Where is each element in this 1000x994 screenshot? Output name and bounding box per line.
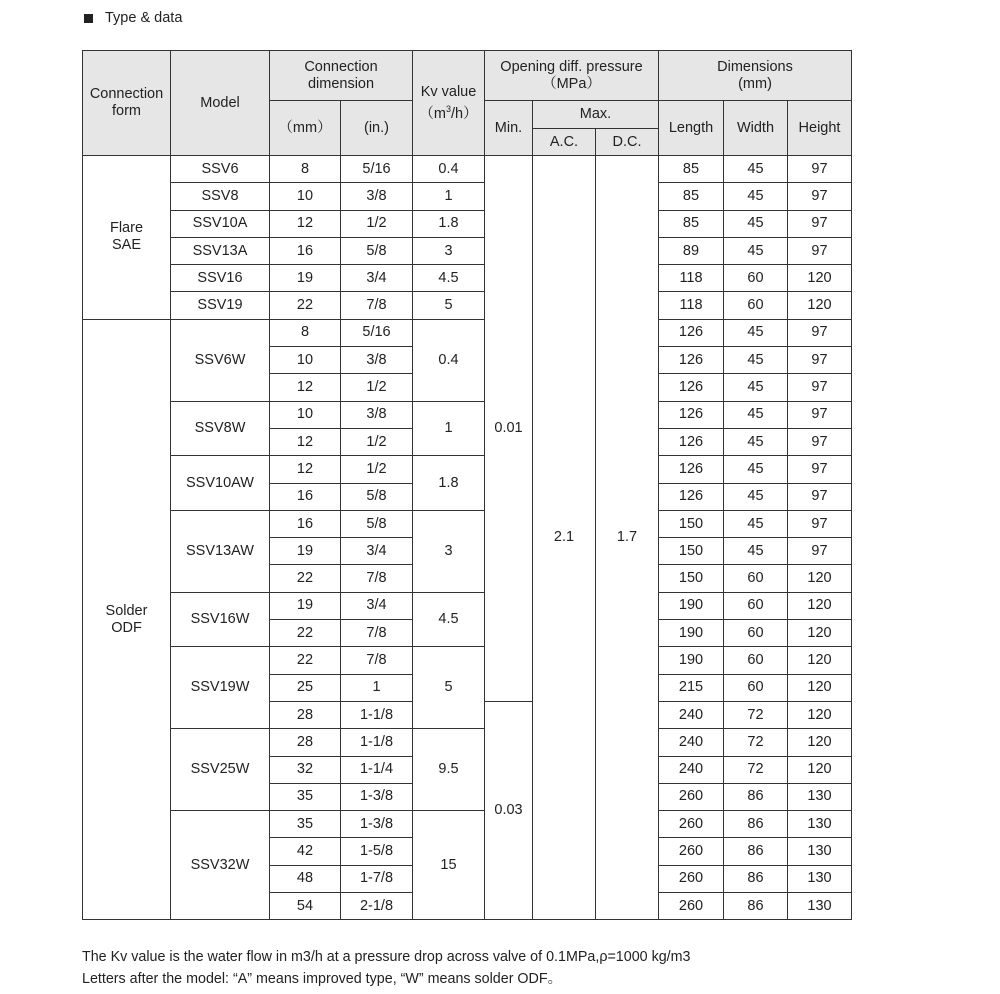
size-mm-cell: 22 bbox=[270, 647, 341, 674]
width-cell: 60 bbox=[724, 265, 788, 292]
length-cell: 126 bbox=[659, 401, 724, 428]
header-dimensions-unit: (mm) bbox=[738, 75, 772, 92]
model-cell: SSV32W bbox=[171, 811, 270, 920]
model-cell: SSV10AW bbox=[171, 456, 270, 511]
size-mm-cell: 32 bbox=[270, 756, 341, 783]
length-cell: 260 bbox=[659, 838, 724, 865]
size-mm-cell: 35 bbox=[270, 783, 341, 810]
size-mm-cell: 10 bbox=[270, 347, 341, 374]
height-cell: 130 bbox=[788, 811, 852, 838]
size-mm-cell: 19 bbox=[270, 538, 341, 565]
height-cell: 97 bbox=[788, 156, 852, 183]
size-mm-cell: 54 bbox=[270, 893, 341, 920]
width-cell: 86 bbox=[724, 783, 788, 810]
size-in-cell: 2-1/8 bbox=[341, 893, 413, 920]
model-cell: SSV13AW bbox=[171, 510, 270, 592]
table-row bbox=[83, 237, 852, 264]
kv-cell: 1.8 bbox=[413, 456, 485, 511]
length-cell: 260 bbox=[659, 783, 724, 810]
header-connection-form: Connection form bbox=[83, 51, 171, 156]
size-in-cell: 3/8 bbox=[341, 347, 413, 374]
header-kv-label: Kv value bbox=[420, 83, 477, 100]
size-in-cell: 5/8 bbox=[341, 510, 413, 537]
length-cell: 85 bbox=[659, 210, 724, 237]
length-cell: 260 bbox=[659, 811, 724, 838]
width-cell: 86 bbox=[724, 838, 788, 865]
height-cell: 130 bbox=[788, 783, 852, 810]
size-in-cell: 5/8 bbox=[341, 483, 413, 510]
max-ac-cell: 2.1 bbox=[533, 156, 596, 920]
header-max: Max. bbox=[533, 101, 659, 129]
length-cell: 118 bbox=[659, 265, 724, 292]
length-cell: 118 bbox=[659, 292, 724, 319]
width-cell: 45 bbox=[724, 319, 788, 346]
height-cell: 120 bbox=[788, 620, 852, 647]
length-cell: 190 bbox=[659, 620, 724, 647]
size-in-cell: 7/8 bbox=[341, 565, 413, 592]
connection-form-cell: Solder ODF bbox=[83, 319, 171, 920]
size-mm-cell: 10 bbox=[270, 183, 341, 210]
table-header bbox=[83, 51, 852, 156]
header-mm: （mm） bbox=[270, 101, 341, 156]
size-in-cell: 3/4 bbox=[341, 592, 413, 619]
model-cell: SSV19W bbox=[171, 647, 270, 729]
square-bullet-icon bbox=[84, 14, 93, 23]
length-cell: 126 bbox=[659, 428, 724, 455]
size-in-cell: 1-7/8 bbox=[341, 865, 413, 892]
size-mm-cell: 48 bbox=[270, 865, 341, 892]
size-in-cell: 1/2 bbox=[341, 210, 413, 237]
size-mm-cell: 19 bbox=[270, 265, 341, 292]
min-pressure-cell: 0.03 bbox=[485, 701, 533, 919]
kv-cell: 1 bbox=[413, 183, 485, 210]
header-connection-dimension: Connection dimension bbox=[270, 51, 413, 101]
kv-unit-sup: 3 bbox=[445, 103, 451, 114]
size-in-cell: 5/16 bbox=[341, 319, 413, 346]
size-in-cell: 3/4 bbox=[341, 265, 413, 292]
width-cell: 86 bbox=[724, 893, 788, 920]
kv-cell: 4.5 bbox=[413, 265, 485, 292]
size-mm-cell: 16 bbox=[270, 237, 341, 264]
width-cell: 86 bbox=[724, 865, 788, 892]
height-cell: 120 bbox=[788, 265, 852, 292]
model-cell: SSV25W bbox=[171, 729, 270, 811]
size-mm-cell: 22 bbox=[270, 620, 341, 647]
width-cell: 45 bbox=[724, 210, 788, 237]
model-cell: SSV16 bbox=[171, 265, 270, 292]
header-in: (in.) bbox=[341, 101, 413, 156]
table-row bbox=[83, 210, 852, 237]
size-in-cell: 3/4 bbox=[341, 538, 413, 565]
height-cell: 120 bbox=[788, 592, 852, 619]
height-cell: 130 bbox=[788, 838, 852, 865]
width-cell: 45 bbox=[724, 456, 788, 483]
width-cell: 45 bbox=[724, 156, 788, 183]
size-mm-cell: 28 bbox=[270, 729, 341, 756]
width-cell: 60 bbox=[724, 620, 788, 647]
size-in-cell: 7/8 bbox=[341, 620, 413, 647]
kv-cell: 4.5 bbox=[413, 592, 485, 647]
size-mm-cell: 19 bbox=[270, 592, 341, 619]
height-cell: 97 bbox=[788, 428, 852, 455]
table-row bbox=[83, 156, 852, 183]
height-cell: 97 bbox=[788, 483, 852, 510]
max-dc-cell: 1.7 bbox=[596, 156, 659, 920]
length-cell: 85 bbox=[659, 156, 724, 183]
length-cell: 215 bbox=[659, 674, 724, 701]
model-cell: SSV16W bbox=[171, 592, 270, 647]
connection-form-cell: Flare SAE bbox=[83, 156, 171, 320]
height-cell: 120 bbox=[788, 647, 852, 674]
size-mm-cell: 22 bbox=[270, 565, 341, 592]
header-model: Model bbox=[171, 51, 270, 156]
width-cell: 45 bbox=[724, 183, 788, 210]
height-cell: 97 bbox=[788, 319, 852, 346]
table-body bbox=[83, 156, 852, 920]
size-mm-cell: 12 bbox=[270, 428, 341, 455]
length-cell: 240 bbox=[659, 729, 724, 756]
height-cell: 97 bbox=[788, 183, 852, 210]
width-cell: 45 bbox=[724, 401, 788, 428]
model-cell: SSV10A bbox=[171, 210, 270, 237]
width-cell: 45 bbox=[724, 374, 788, 401]
kv-cell: 9.5 bbox=[413, 729, 485, 811]
table-row bbox=[83, 510, 852, 537]
height-cell: 120 bbox=[788, 674, 852, 701]
size-mm-cell: 8 bbox=[270, 319, 341, 346]
model-cell: SSV6W bbox=[171, 319, 270, 401]
height-cell: 130 bbox=[788, 865, 852, 892]
header-min: Min. bbox=[485, 101, 533, 156]
length-cell: 85 bbox=[659, 183, 724, 210]
header-ac: A.C. bbox=[533, 129, 596, 156]
width-cell: 72 bbox=[724, 729, 788, 756]
header-width: Width bbox=[724, 101, 788, 156]
header-length: Length bbox=[659, 101, 724, 156]
length-cell: 240 bbox=[659, 756, 724, 783]
size-mm-cell: 16 bbox=[270, 483, 341, 510]
length-cell: 150 bbox=[659, 565, 724, 592]
table-row bbox=[83, 729, 852, 756]
header-opening-pressure bbox=[485, 51, 659, 101]
width-cell: 60 bbox=[724, 565, 788, 592]
spec-table bbox=[82, 50, 852, 920]
header-kv-unit bbox=[413, 101, 484, 123]
kv-cell: 5 bbox=[413, 647, 485, 729]
width-cell: 86 bbox=[724, 811, 788, 838]
size-mm-cell: 22 bbox=[270, 292, 341, 319]
height-cell: 120 bbox=[788, 701, 852, 728]
size-mm-cell: 8 bbox=[270, 156, 341, 183]
size-in-cell: 1-1/8 bbox=[341, 701, 413, 728]
height-cell: 97 bbox=[788, 538, 852, 565]
width-cell: 60 bbox=[724, 647, 788, 674]
kv-cell: 3 bbox=[413, 510, 485, 592]
model-cell: SSV6 bbox=[171, 156, 270, 183]
size-mm-cell: 28 bbox=[270, 701, 341, 728]
width-cell: 60 bbox=[724, 674, 788, 701]
height-cell: 97 bbox=[788, 401, 852, 428]
section-heading bbox=[84, 8, 182, 28]
size-in-cell: 7/8 bbox=[341, 292, 413, 319]
size-in-cell: 5/16 bbox=[341, 156, 413, 183]
width-cell: 45 bbox=[724, 538, 788, 565]
section-heading-text: Type & data bbox=[105, 10, 183, 26]
size-mm-cell: 12 bbox=[270, 456, 341, 483]
kv-cell: 3 bbox=[413, 237, 485, 264]
size-in-cell: 1/2 bbox=[341, 456, 413, 483]
width-cell: 45 bbox=[724, 428, 788, 455]
size-in-cell: 3/8 bbox=[341, 401, 413, 428]
header-dimensions bbox=[659, 51, 852, 101]
header-kv-value bbox=[413, 51, 485, 156]
kv-cell: 5 bbox=[413, 292, 485, 319]
length-cell: 126 bbox=[659, 456, 724, 483]
table-row bbox=[83, 265, 852, 292]
table-row bbox=[83, 456, 852, 483]
length-cell: 240 bbox=[659, 701, 724, 728]
table-row bbox=[83, 401, 852, 428]
length-cell: 150 bbox=[659, 538, 724, 565]
height-cell: 97 bbox=[788, 210, 852, 237]
footnote-kv: The Kv value is the water flow in m3/h at a pressure drop across valve of 0.1MPa,ρ=1000 kg/m3 bbox=[82, 949, 691, 965]
size-in-cell: 1-1/4 bbox=[341, 756, 413, 783]
length-cell: 89 bbox=[659, 237, 724, 264]
height-cell: 97 bbox=[788, 456, 852, 483]
size-in-cell: 7/8 bbox=[341, 647, 413, 674]
width-cell: 72 bbox=[724, 756, 788, 783]
model-cell: SSV8 bbox=[171, 183, 270, 210]
height-cell: 97 bbox=[788, 510, 852, 537]
length-cell: 190 bbox=[659, 647, 724, 674]
table-row bbox=[83, 592, 852, 619]
height-cell: 120 bbox=[788, 292, 852, 319]
length-cell: 190 bbox=[659, 592, 724, 619]
size-in-cell: 1 bbox=[341, 674, 413, 701]
model-cell: SSV13A bbox=[171, 237, 270, 264]
width-cell: 60 bbox=[724, 292, 788, 319]
size-in-cell: 1-3/8 bbox=[341, 811, 413, 838]
length-cell: 260 bbox=[659, 865, 724, 892]
height-cell: 120 bbox=[788, 729, 852, 756]
kv-cell: 1.8 bbox=[413, 210, 485, 237]
kv-unit-suffix: /h） bbox=[451, 105, 478, 122]
size-in-cell: 3/8 bbox=[341, 183, 413, 210]
footnotes bbox=[82, 946, 691, 990]
header-dimensions-label: Dimensions bbox=[717, 58, 793, 75]
size-mm-cell: 10 bbox=[270, 401, 341, 428]
min-pressure-cell: 0.01 bbox=[485, 156, 533, 702]
size-in-cell: 1/2 bbox=[341, 428, 413, 455]
width-cell: 45 bbox=[724, 510, 788, 537]
height-cell: 120 bbox=[788, 756, 852, 783]
size-in-cell: 1/2 bbox=[341, 374, 413, 401]
kv-cell: 0.4 bbox=[413, 156, 485, 183]
kv-cell: 15 bbox=[413, 811, 485, 920]
table-row bbox=[83, 811, 852, 838]
size-in-cell: 1-1/8 bbox=[341, 729, 413, 756]
length-cell: 126 bbox=[659, 374, 724, 401]
model-cell: SSV19 bbox=[171, 292, 270, 319]
size-mm-cell: 16 bbox=[270, 510, 341, 537]
height-cell: 97 bbox=[788, 374, 852, 401]
height-cell: 120 bbox=[788, 565, 852, 592]
length-cell: 126 bbox=[659, 319, 724, 346]
table-row bbox=[83, 292, 852, 319]
size-mm-cell: 42 bbox=[270, 838, 341, 865]
size-in-cell: 1-3/8 bbox=[341, 783, 413, 810]
width-cell: 45 bbox=[724, 237, 788, 264]
kv-unit-prefix: （m bbox=[419, 105, 446, 122]
header-dc: D.C. bbox=[596, 129, 659, 156]
length-cell: 126 bbox=[659, 483, 724, 510]
header-height: Height bbox=[788, 101, 852, 156]
size-in-cell: 5/8 bbox=[341, 237, 413, 264]
table-row bbox=[83, 319, 852, 346]
header-opening-pressure-unit: （MPa） bbox=[542, 75, 601, 92]
height-cell: 97 bbox=[788, 347, 852, 374]
height-cell: 130 bbox=[788, 893, 852, 920]
table-row bbox=[83, 647, 852, 674]
size-mm-cell: 12 bbox=[270, 374, 341, 401]
size-mm-cell: 25 bbox=[270, 674, 341, 701]
height-cell: 97 bbox=[788, 237, 852, 264]
kv-cell: 0.4 bbox=[413, 319, 485, 401]
kv-cell: 1 bbox=[413, 401, 485, 456]
length-cell: 126 bbox=[659, 347, 724, 374]
width-cell: 45 bbox=[724, 483, 788, 510]
table-row bbox=[83, 183, 852, 210]
length-cell: 260 bbox=[659, 893, 724, 920]
width-cell: 72 bbox=[724, 701, 788, 728]
length-cell: 150 bbox=[659, 510, 724, 537]
model-cell: SSV8W bbox=[171, 401, 270, 456]
size-mm-cell: 35 bbox=[270, 811, 341, 838]
header-opening-pressure-label: Opening diff. pressure bbox=[500, 58, 643, 75]
size-mm-cell: 12 bbox=[270, 210, 341, 237]
size-in-cell: 1-5/8 bbox=[341, 838, 413, 865]
width-cell: 60 bbox=[724, 592, 788, 619]
footnote-letters: Letters after the model: “A” means improved type, “W” means solder ODF。 bbox=[82, 971, 562, 987]
width-cell: 45 bbox=[724, 347, 788, 374]
